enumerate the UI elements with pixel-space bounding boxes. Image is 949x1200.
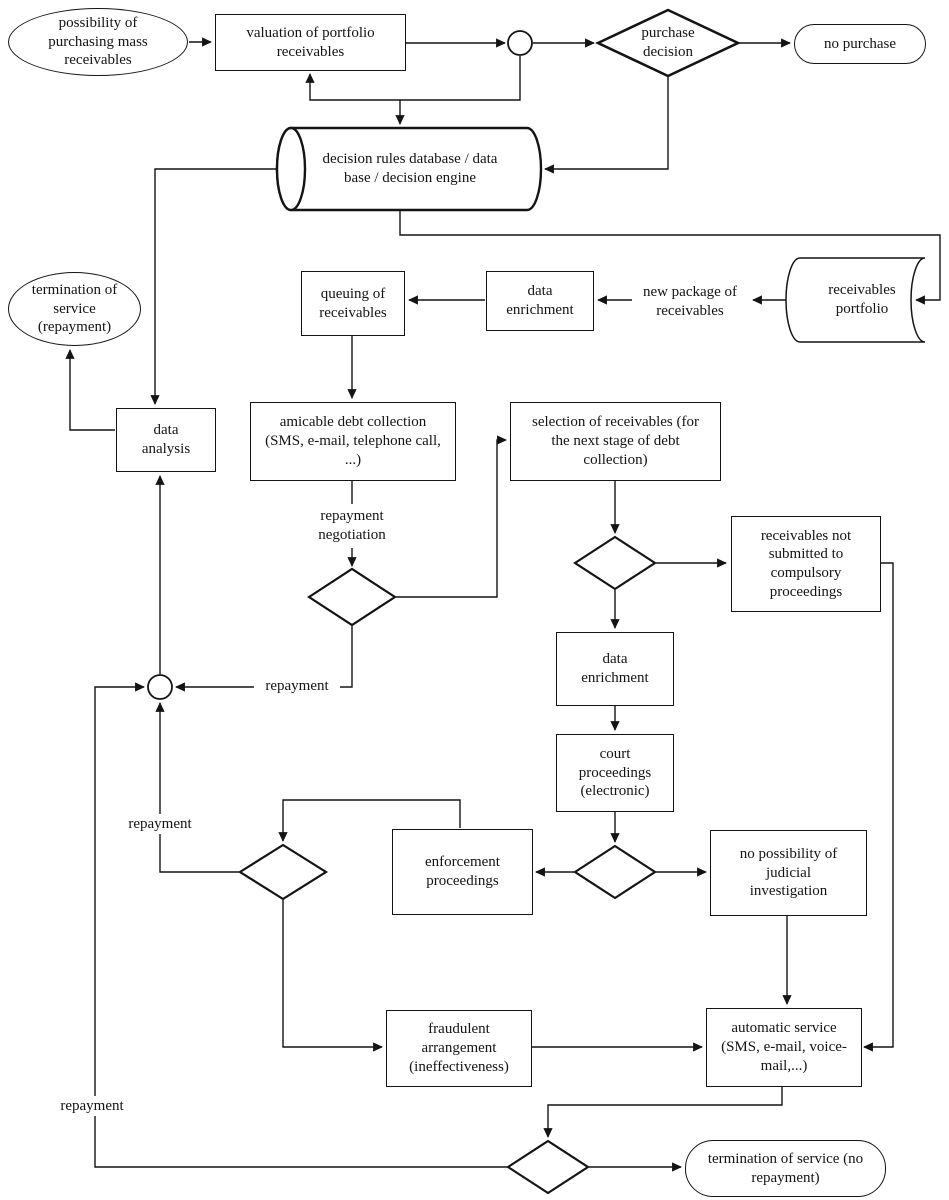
- edge-automatic-to-diamond5: [548, 1087, 782, 1137]
- possibility-node: possibility of purchasing mass receivables: [8, 8, 188, 76]
- automatic-service-node: automatic service (SMS, e-mail, voice-mail,...): [706, 1008, 862, 1087]
- court-proceedings-node: court proceedings (electronic): [556, 734, 674, 812]
- database-label: decision rules database / data base / decision engine: [322, 151, 498, 186]
- portfolio-label: receivables portfolio: [828, 282, 896, 317]
- edge-decision-to-database: [545, 77, 668, 169]
- amicable-collection-node: amicable debt collection (SMS, e-mail, telephone call, ...): [250, 402, 456, 481]
- repayment-label-3: repayment: [49, 1096, 135, 1116]
- no-purchase-node: no purchase: [794, 24, 926, 64]
- decision-diamond-court: [575, 846, 655, 898]
- no-possibility-node: no possibility of judicial investigation: [710, 830, 867, 916]
- repayment-negotiation-label: repayment negotiation: [297, 504, 407, 548]
- edge-diamond3-to-fraudulent: [283, 900, 382, 1047]
- purchase-decision-label: purchase decision: [641, 25, 695, 60]
- fraudulent-node: fraudulent arrangement (ineffectiveness): [386, 1010, 532, 1087]
- data-enrichment-2-node: data enrichment: [556, 632, 674, 706]
- edge-diamond3-repayment-to-junction2: [160, 703, 239, 872]
- decision-diamond-final: [508, 1141, 588, 1193]
- termination-no-repayment-node: termination of service (no repayment): [685, 1140, 886, 1197]
- data-enrichment-1-node: data enrichment: [486, 271, 594, 331]
- decision-diamond-negotiation: [309, 569, 395, 625]
- decision-diamond-selection: [575, 537, 655, 589]
- queuing-node: queuing of receivables: [301, 271, 405, 336]
- termination-repayment-node: termination of service (repayment): [8, 272, 141, 346]
- repayment-label-2: repayment: [117, 814, 203, 834]
- new-package-label: new package of receivables: [642, 284, 738, 319]
- database-cylinder-cap: [277, 128, 305, 210]
- edge-diamond5-repayment-to-junction2: [95, 687, 507, 1167]
- repayment-label-1: repayment: [254, 676, 340, 696]
- receivables-not-submitted-node: receivables not submitted to compulsory proceedings: [731, 516, 881, 612]
- junction-circle-repayment: [148, 675, 172, 699]
- selection-node: selection of receivables (for the next stage of debt collection): [510, 402, 721, 481]
- data-analysis-node: data analysis: [116, 408, 216, 472]
- edge-database-to-data-analysis: [155, 169, 277, 404]
- valuation-node: valuation of portfolio receivables: [215, 14, 406, 71]
- junction-circle-top: [508, 31, 532, 55]
- enforcement-node: enforcement proceedings: [392, 829, 533, 915]
- edge-receivables-not-to-automatic: [864, 563, 893, 1047]
- decision-diamond-enforcement: [240, 845, 326, 899]
- edge-data-analysis-to-termination-repayment: [70, 350, 115, 430]
